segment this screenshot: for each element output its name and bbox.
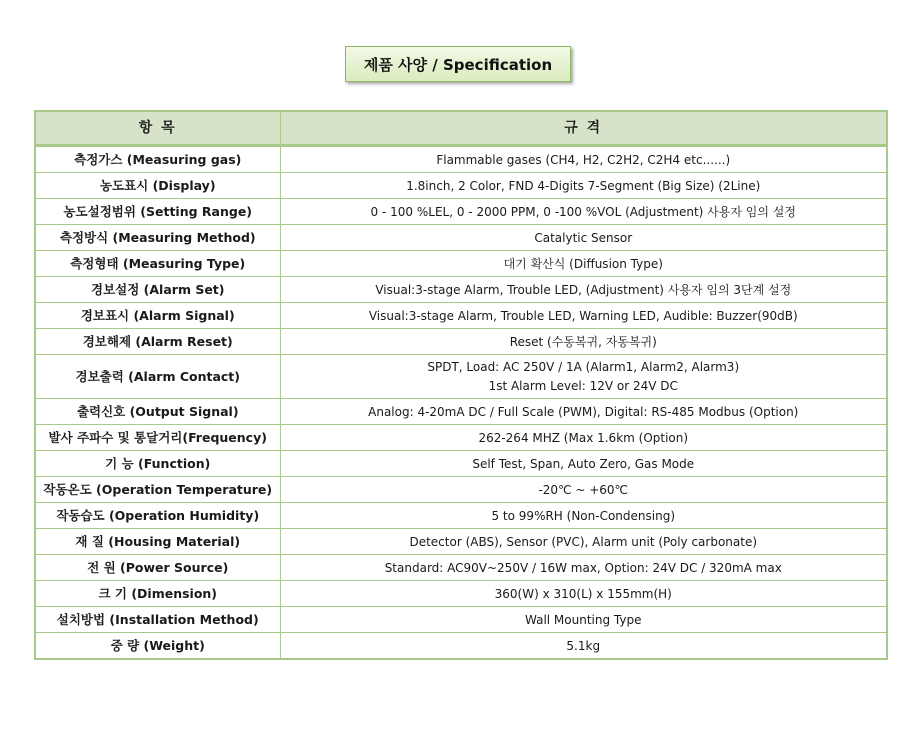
row-item: 출력신호 (Output Signal)	[35, 399, 280, 425]
row-item: 농도설정범위 (Setting Range)	[35, 199, 280, 225]
row-item: 경보해제 (Alarm Reset)	[35, 329, 280, 355]
table-row	[35, 355, 887, 399]
page-title: 제품 사양 / Specification	[345, 46, 571, 82]
row-spec: 360(W) x 310(L) x 155mm(H)	[280, 581, 887, 607]
row-spec: 0 - 100 %LEL, 0 - 2000 PPM, 0 -100 %VOL (Adjustment) 사용자 임의 설정	[280, 199, 887, 225]
row-item: 기 능 (Function)	[35, 451, 280, 477]
header-spec: 규 격	[280, 111, 887, 146]
row-spec: Wall Mounting Type	[280, 607, 887, 633]
table-row	[35, 581, 887, 607]
table-row	[35, 555, 887, 581]
row-item: 크 기 (Dimension)	[35, 581, 280, 607]
table-row	[35, 529, 887, 555]
row-item: 중 량 (Weight)	[35, 633, 280, 660]
row-item: 재 질 (Housing Material)	[35, 529, 280, 555]
table-row	[35, 503, 887, 529]
row-item: 전 원 (Power Source)	[35, 555, 280, 581]
row-item: 측정방식 (Measuring Method)	[35, 225, 280, 251]
row-item: 발사 주파수 및 통달거리(Frequency)	[35, 425, 280, 451]
table-row	[35, 329, 887, 355]
row-spec-line-1: SPDT, Load: AC 250V / 1A (Alarm1, Alarm2, Alarm3)	[427, 360, 740, 374]
row-spec: 1.8inch, 2 Color, FND 4-Digits 7-Segment (Big Size) (2Line)	[280, 173, 887, 199]
table-row	[35, 199, 887, 225]
row-spec: Visual:3-stage Alarm, Trouble LED, (Adjustment) 사용자 임의 3단계 설정	[280, 277, 887, 303]
table-row	[35, 399, 887, 425]
row-item: 경보표시 (Alarm Signal)	[35, 303, 280, 329]
row-spec: 262-264 MHZ (Max 1.6km (Option)	[280, 425, 887, 451]
row-item: 작동온도 (Operation Temperature)	[35, 477, 280, 503]
table-row	[35, 225, 887, 251]
table-row	[35, 451, 887, 477]
table-row	[35, 277, 887, 303]
row-spec	[280, 355, 887, 399]
row-item: 농도표시 (Display)	[35, 173, 280, 199]
row-spec: Standard: AC90V~250V / 16W max, Option: 24V DC / 320mA max	[280, 555, 887, 581]
row-spec: 대기 확산식 (Diffusion Type)	[280, 251, 887, 277]
row-spec: Detector (ABS), Sensor (PVC), Alarm unit (Poly carbonate)	[280, 529, 887, 555]
row-item: 경보설정 (Alarm Set)	[35, 277, 280, 303]
table-row	[35, 607, 887, 633]
row-item: 측정형태 (Measuring Type)	[35, 251, 280, 277]
row-item: 측정가스 (Measuring gas)	[35, 146, 280, 173]
header-item: 항 목	[35, 111, 280, 146]
row-spec: Analog: 4-20mA DC / Full Scale (PWM), Digital: RS-485 Modbus (Option)	[280, 399, 887, 425]
table-row	[35, 633, 887, 660]
table-row	[35, 146, 887, 173]
table-row	[35, 303, 887, 329]
row-spec: Catalytic Sensor	[280, 225, 887, 251]
row-item: 설치방법 (Installation Method)	[35, 607, 280, 633]
table-row	[35, 251, 887, 277]
row-spec: 5 to 99%RH (Non-Condensing)	[280, 503, 887, 529]
row-spec: Visual:3-stage Alarm, Trouble LED, Warning LED, Audible: Buzzer(90dB)	[280, 303, 887, 329]
row-spec: -20℃ ~ +60℃	[280, 477, 887, 503]
row-spec: Reset (수동복귀, 자동복귀)	[280, 329, 887, 355]
table-header-row	[35, 111, 887, 146]
table-row	[35, 173, 887, 199]
specification-table	[34, 110, 888, 660]
table-row	[35, 425, 887, 451]
row-item: 작동습도 (Operation Humidity)	[35, 503, 280, 529]
row-spec: 5.1kg	[280, 633, 887, 660]
row-item: 경보출력 (Alarm Contact)	[35, 355, 280, 399]
row-spec: Flammable gases (CH4, H2, C2H2, C2H4 etc......)	[280, 146, 887, 173]
table-row	[35, 477, 887, 503]
row-spec: Self Test, Span, Auto Zero, Gas Mode	[280, 451, 887, 477]
row-spec-line-2: 1st Alarm Level: 12V or 24V DC	[488, 379, 678, 393]
